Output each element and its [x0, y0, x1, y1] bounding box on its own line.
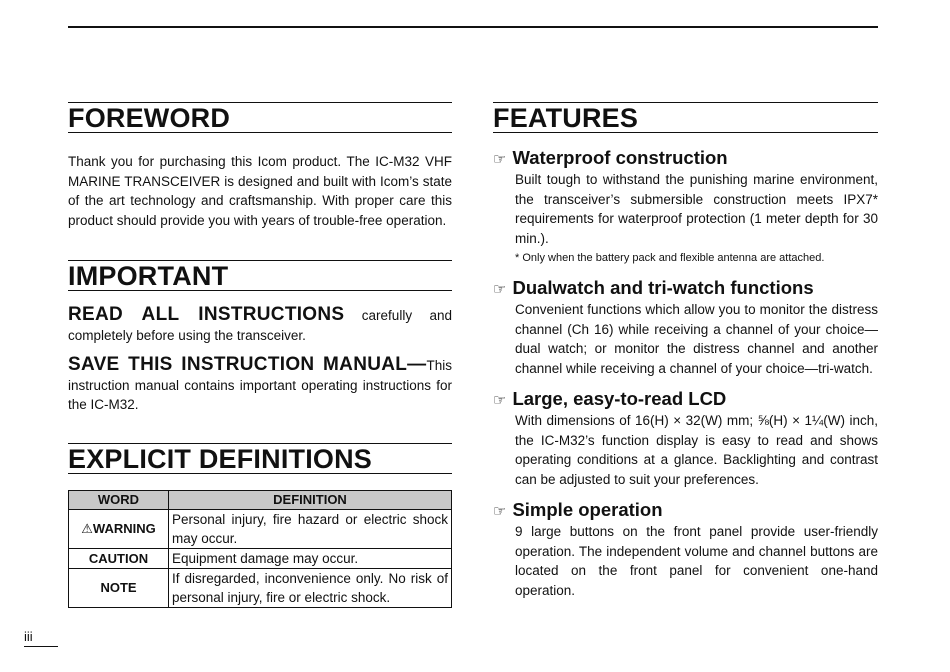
- warning-definition: Personal injury, fire hazard or electric shock may occur.: [169, 509, 452, 548]
- read-all-instructions-text: carefully and completely before using the transceiver.: [68, 308, 452, 343]
- feature-item: [493, 500, 878, 600]
- feature-title: [493, 500, 878, 522]
- foreword-heading: FOREWORD: [68, 102, 452, 133]
- caution-definition: Equipment damage may occur.: [169, 548, 452, 568]
- important-heading: IMPORTANT: [68, 260, 452, 291]
- page-number: iii: [24, 629, 33, 644]
- warning-word: ⚠WARNING: [69, 509, 169, 548]
- important-read-instructions: [68, 305, 452, 345]
- table-row: [69, 548, 452, 568]
- feature-title: [493, 278, 878, 300]
- save-manual-lead: SAVE THIS INSTRUCTION MANUAL—: [68, 354, 427, 375]
- table-row: [69, 568, 452, 607]
- feature-footnote: * Only when the battery pack and flexible antenna are attached.: [515, 252, 825, 264]
- foreword-text: Thank you for purchasing this Icom product. The IC-M32 VHF MARINE TRANSCEIVER is designed and built with Icom’s state of the art technology and craftsmanship. With proper care this product should provide you with years of trouble-free operation.: [68, 154, 452, 228]
- feature-title-text: Large, easy-to-read LCD: [512, 388, 727, 409]
- table-row: [69, 509, 452, 548]
- page-number-rule: [24, 646, 58, 647]
- pointing-hand-icon: ☞: [493, 151, 507, 168]
- feature-item: [493, 148, 878, 266]
- note-definition: If disregarded, inconvenience only. No risk of personal injury, fire or electric shock.: [169, 568, 452, 607]
- feature-text: 9 large buttons on the front panel provide user-friendly operation. The independent volume and channel buttons are located on the front panel for convenient one-hand operation.: [515, 524, 878, 598]
- definitions-table: [68, 490, 452, 608]
- left-column: [68, 102, 452, 608]
- definitions-header-row: [69, 490, 452, 509]
- caution-word: CAUTION: [69, 548, 169, 568]
- feature-title-text: Dualwatch and tri-watch functions: [512, 277, 814, 298]
- features-heading: FEATURES: [493, 102, 878, 133]
- right-column: [493, 102, 878, 600]
- feature-title: [493, 148, 878, 170]
- definitions-heading: EXPLICIT DEFINITIONS: [68, 443, 452, 474]
- feature-item: [493, 278, 878, 378]
- feature-title-text: Simple operation: [512, 499, 663, 520]
- feature-item: [493, 389, 878, 489]
- pointing-hand-icon: ☞: [493, 503, 507, 520]
- note-word: NOTE: [69, 568, 169, 607]
- feature-text: With dimensions of 16(H) × 32(W) mm; ⅝(H) × 1¼(W) inch, the IC-M32’s function display is easy to read and shows operating conditions at a glance. Backlighting and contrast can be adjusted to suit your preferences.: [515, 413, 878, 487]
- feature-text: Built tough to withstand the punishing marine environment, the transceiver’s submersible construction meets IPX7* requirements for waterproof protection (1 meter depth for 30 min.).: [515, 172, 878, 246]
- feature-title-text: Waterproof construction: [512, 147, 728, 168]
- top-rule: [68, 26, 878, 28]
- word-column-header: WORD: [69, 490, 169, 509]
- pointing-hand-icon: ☞: [493, 392, 507, 409]
- feature-title: [493, 389, 878, 411]
- read-all-instructions-lead: READ ALL INSTRUCTIONS: [68, 304, 345, 325]
- pointing-hand-icon: ☞: [493, 281, 507, 298]
- save-manual-text: This instruction manual contains important operating instructions for the IC-M32.: [68, 358, 452, 412]
- feature-text: Convenient functions which allow you to monitor the distress channel (Ch 16) while receiving a channel of your choice—dual watch; or monitor the distress channel and another channel while receiving a channel of your choice—tri-watch.: [515, 302, 878, 376]
- important-save-manual: [68, 355, 452, 415]
- definition-column-header: DEFINITION: [169, 490, 452, 509]
